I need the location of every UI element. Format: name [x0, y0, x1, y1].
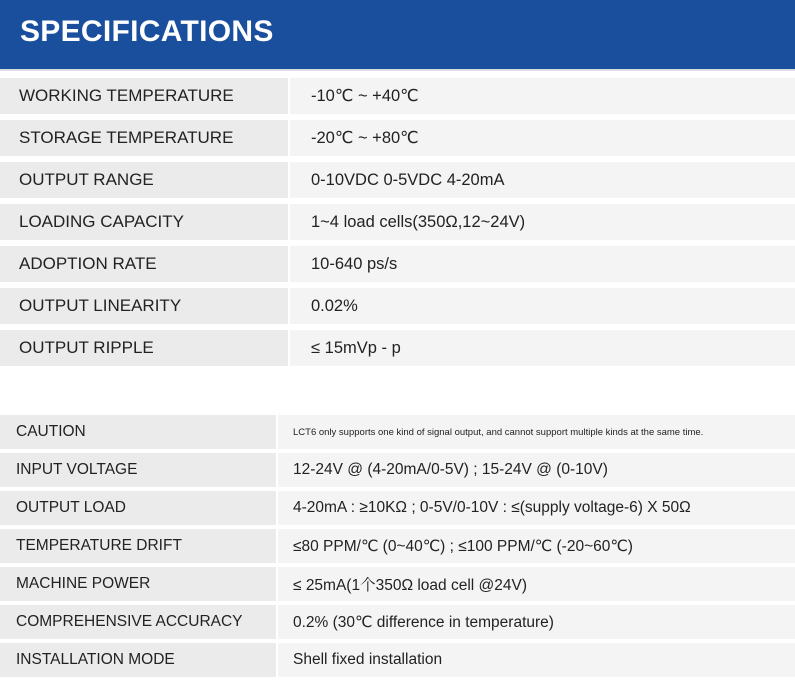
spec-label: INPUT VOLTAGE — [0, 453, 276, 487]
spec-label: TEMPERATURE DRIFT — [0, 529, 276, 563]
header-divider — [0, 69, 795, 71]
spec-label: OUTPUT RANGE — [0, 162, 288, 198]
spec-row-input-voltage — [0, 453, 795, 487]
spec-label: COMPREHENSIVE ACCURACY — [0, 605, 276, 639]
spec-row-temperature-drift — [0, 529, 795, 563]
page-title: SPECIFICATIONS — [20, 15, 274, 48]
spec-value: ≤ 25mA(1个350Ω load cell @24V) — [278, 567, 795, 601]
main-specs-table — [0, 78, 795, 372]
extra-specs-table — [0, 415, 795, 681]
spec-row-output-ripple — [0, 330, 795, 366]
spec-label: MACHINE POWER — [0, 567, 276, 601]
spec-value: 12-24V @ (4-20mA/0-5V) ; 15-24V @ (0-10V) — [278, 453, 795, 487]
spec-row-output-range — [0, 162, 795, 198]
spec-value: -10℃ ~ +40℃ — [290, 78, 795, 114]
spec-row-caution — [0, 415, 795, 449]
spec-row-working-temperature — [0, 78, 795, 114]
spec-value: LCT6 only supports one kind of signal output, and cannot support multiple kinds at the same time. — [278, 415, 795, 449]
spec-value: 0.02% — [290, 288, 795, 324]
spec-row-storage-temperature — [0, 120, 795, 156]
spec-row-output-load — [0, 491, 795, 525]
spec-value: 0.2% (30℃ difference in temperature) — [278, 605, 795, 639]
spec-value: ≤ 15mVp - p — [290, 330, 795, 366]
spec-row-comprehensive-accuracy — [0, 605, 795, 639]
spec-label: OUTPUT LINEARITY — [0, 288, 288, 324]
spec-label: STORAGE TEMPERATURE — [0, 120, 288, 156]
spec-label: LOADING CAPACITY — [0, 204, 288, 240]
spec-value: 1~4 load cells(350Ω,12~24V) — [290, 204, 795, 240]
spec-label: INSTALLATION MODE — [0, 643, 276, 677]
spec-value: ≤80 PPM/℃ (0~40℃) ; ≤100 PPM/℃ (-20~60℃) — [278, 529, 795, 563]
spec-label: WORKING TEMPERATURE — [0, 78, 288, 114]
spec-label: CAUTION — [0, 415, 276, 449]
spec-row-installation-mode — [0, 643, 795, 677]
spec-value: Shell fixed installation — [278, 643, 795, 677]
spec-value: 10-640 ps/s — [290, 246, 795, 282]
spec-label: OUTPUT RIPPLE — [0, 330, 288, 366]
spec-value: -20℃ ~ +80℃ — [290, 120, 795, 156]
spec-row-output-linearity — [0, 288, 795, 324]
spec-label: ADOPTION RATE — [0, 246, 288, 282]
spec-value: 0-10VDC 0-5VDC 4-20mA — [290, 162, 795, 198]
spec-label: OUTPUT LOAD — [0, 491, 276, 525]
spec-row-machine-power — [0, 567, 795, 601]
specifications-header — [0, 0, 795, 69]
spec-value: 4-20mA : ≥10KΩ ; 0-5V/0-10V : ≤(supply voltage-6) X 50Ω — [278, 491, 795, 525]
spec-row-adoption-rate — [0, 246, 795, 282]
spec-row-loading-capacity — [0, 204, 795, 240]
